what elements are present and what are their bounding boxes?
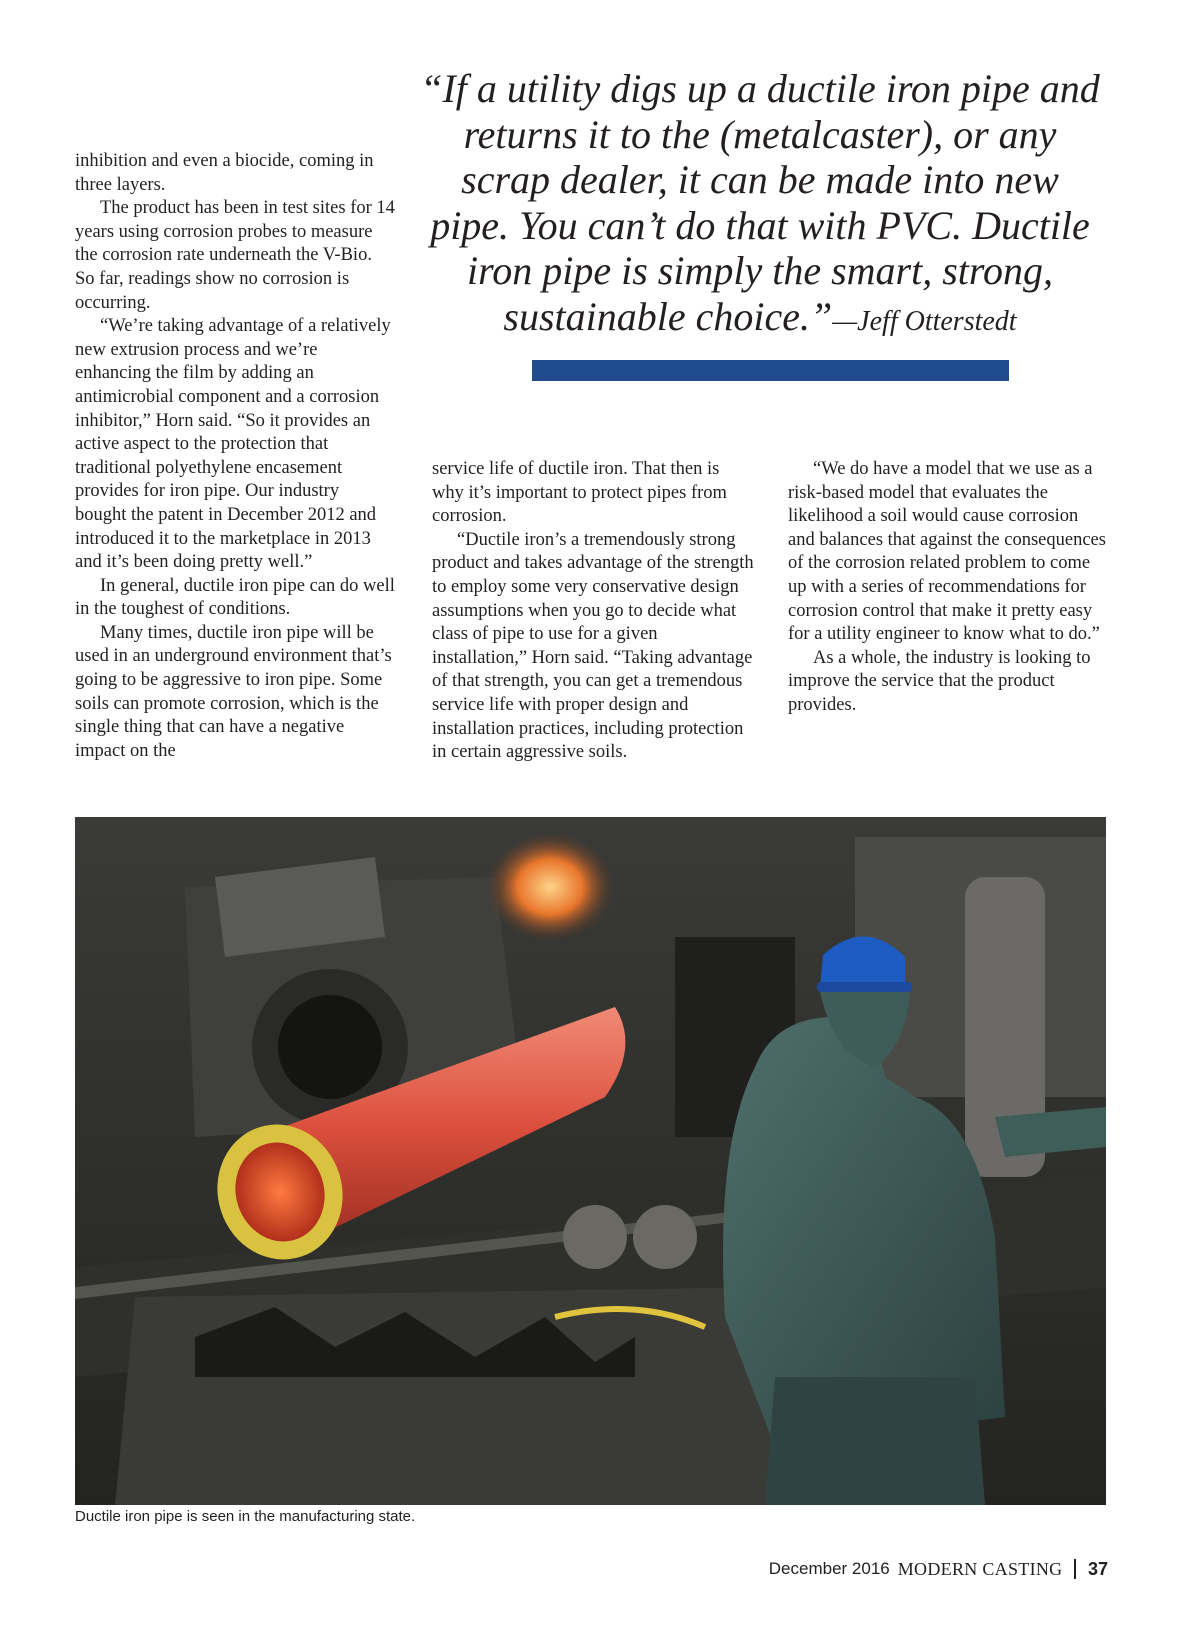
pull-quote: [420, 66, 1100, 344]
article-column-1: [75, 150, 395, 763]
article-column-3: [788, 458, 1108, 718]
paragraph: As a whole, the industry is looking to improve the service that the product provides.: [788, 647, 1091, 715]
paragraph: service life of ductile iron. That then is why it’s important to protect pipes from corrosion.: [432, 459, 727, 527]
paragraph: inhibition and even a biocide, coming in three layers.: [75, 151, 374, 195]
foundry-photo: [75, 817, 1106, 1505]
pull-quote-attribution: —Jeff Otterstedt: [832, 305, 1017, 337]
foundry-photo-illustration: [75, 817, 1106, 1505]
photo-caption: Ductile iron pipe is seen in the manufacturing state.: [75, 1508, 416, 1525]
page-footer: [769, 1557, 1108, 1581]
footer-divider: [1074, 1559, 1076, 1579]
page-number: 37: [1087, 1558, 1108, 1579]
paragraph: The product has been in test sites for 14 years using corrosion probes to measure the corrosion rate underneath the V-Bio. So far, readings show no corrosion is occurring.: [75, 198, 395, 313]
paragraph: “Ductile iron’s a tremendously strong product and takes advantage of the strength to employ some very conservative design assumptions when you go to decide what class of pipe to use for a given installation,” Horn said. “Taking advantage of that strength, you can get a tremendous service life with proper design and installation practices, including protection in certain aggressive soils.: [432, 529, 754, 763]
publication-name: MODERN CASTING: [897, 1558, 1063, 1579]
paragraph: “We do have a model that we use as a risk-based model that evaluates the likelihood a soil would cause corrosion and balances that against the consequences of the corrosion related problem to come up with a series of recommendations for corrosion control that make it pretty easy for a utility engineer to know what to do.”: [788, 459, 1106, 645]
paragraph: “We’re taking advantage of a relatively new extrusion process and we’re enhancing the film by adding an antimicrobial component and a corrosion inhibitor,” Horn said. “So it provides an active aspect to the protection that traditional polyethylene encasement provides for iron pipe. Our industry bought the patent in December 2012 and introduced it to the marketplace in 2013 and it’s been doing pretty well.”: [75, 316, 391, 573]
issue-date: December 2016: [768, 1559, 890, 1578]
paragraph: In general, ductile iron pipe can do well in the toughest of conditions.: [75, 575, 395, 620]
pull-quote-text: “If a utility digs up a ductile iron pipe and returns it to the (metalcaster), or any scrap dealer, it can be made into new pipe. You can’t do that with PVC. Ductile iron pipe is simply the smart, strong, sustainable choice.”: [420, 66, 1100, 339]
paragraph: Many times, ductile iron pipe will be used in an underground environment that’s going to be aggressive to iron pipe. Some soils can promote corrosion, which is the single thing that can have a negative impact on the: [75, 622, 392, 761]
pull-quote-rule: [532, 360, 1009, 381]
article-column-2: [432, 458, 754, 765]
